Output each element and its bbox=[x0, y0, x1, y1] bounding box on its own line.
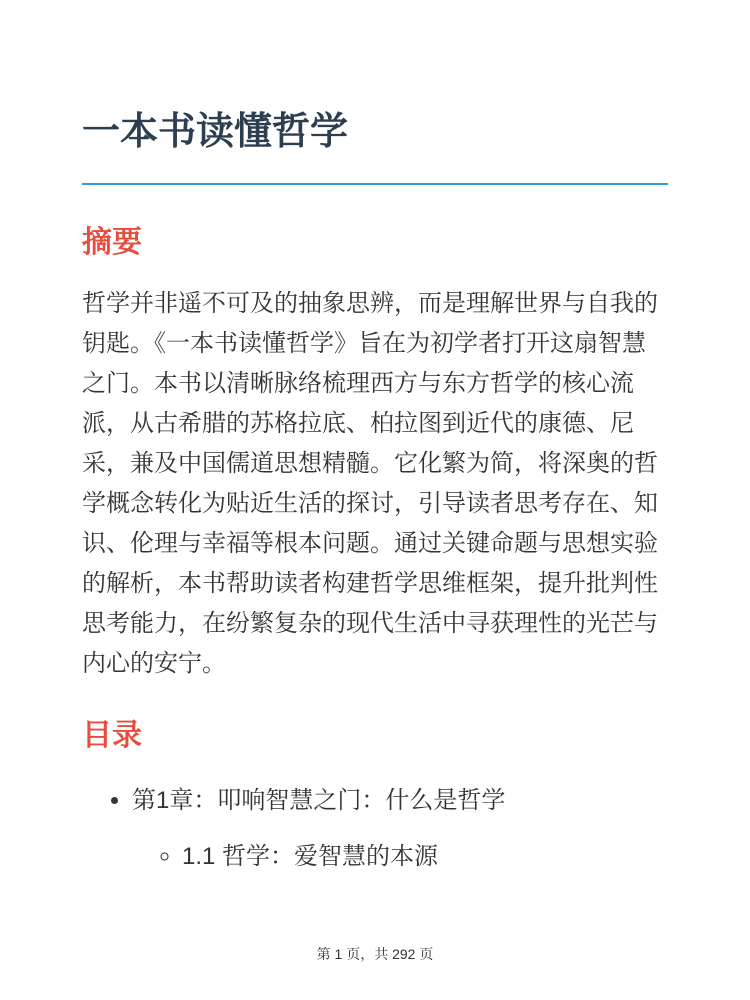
toc-sublist bbox=[132, 837, 668, 877]
abstract-body: 哲学并非遥不可及的抽象思辨，而是理解世界与自我的钥匙。《一本书读懂哲学》旨在为初学者打开这扇智慧之门。本书以清晰脉络梳理西方与东方哲学的核心流派，从古希腊的苏格拉底、柏拉图到近代的康德、尼采，兼及中国儒道思想精髓。它化繁为简，将深奥的哲学概念转化为贴近生活的探讨，引导读者思考存在、知识、伦理与幸福等根本问题。通过关键命题与思想实验的解析，本书帮助读者构建哲学思维框架，提升批判性思考能力，在纷繁复杂的现代生活中寻获理性的光芒与内心的安宁。 bbox=[82, 290, 658, 678]
page-number-footer: 第 1 页，共 292 页 bbox=[316, 946, 434, 962]
toc-list bbox=[82, 781, 668, 877]
toc-subitem-label: 1.1 哲学：爱智慧的本源 bbox=[182, 843, 439, 871]
toc-item-label: 第1章：叩响智慧之门：什么是哲学 bbox=[132, 787, 506, 815]
title-divider bbox=[82, 183, 668, 185]
abstract-heading: 摘要 bbox=[82, 226, 142, 260]
toc-heading: 目录 bbox=[82, 719, 142, 753]
toc-item-chapter-1 bbox=[132, 781, 668, 877]
toc-item-section-1-1 bbox=[182, 837, 668, 877]
document-title: 一本书读懂哲学 bbox=[82, 111, 349, 153]
